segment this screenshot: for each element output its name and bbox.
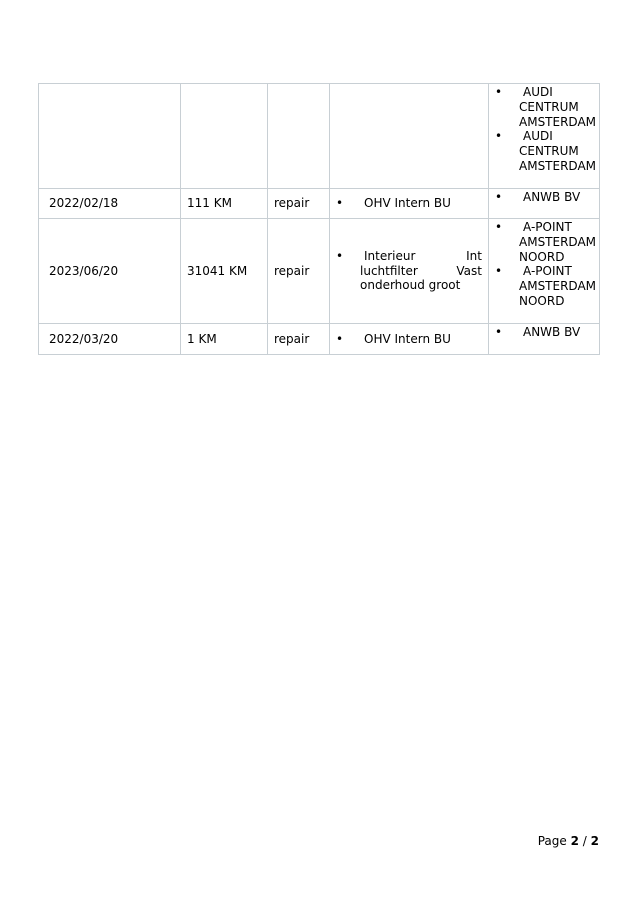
description-list — [336, 332, 482, 347]
description-text: Interieur Int luchtfilter Vast onderhoud groot — [360, 248, 482, 293]
table-row — [39, 324, 600, 355]
list-item — [336, 249, 482, 293]
table-row — [39, 219, 600, 324]
description-list — [336, 196, 482, 211]
description-cell — [330, 219, 489, 324]
type-cell: repair — [268, 189, 330, 219]
dealer-list — [495, 190, 593, 205]
page-number — [538, 834, 599, 848]
type-cell: repair — [268, 324, 330, 355]
table-row — [39, 84, 600, 189]
list-item — [495, 264, 597, 308]
mileage-cell: 1 KM — [181, 324, 268, 355]
page-label: Page — [537, 834, 567, 848]
dealer-list — [495, 85, 597, 174]
dealer-cell — [489, 324, 600, 355]
dealer-cell — [489, 219, 600, 324]
list-item — [495, 129, 597, 173]
dealer-list — [495, 220, 597, 309]
type-cell: repair — [268, 219, 330, 324]
list-item — [336, 196, 482, 211]
type-cell — [268, 84, 330, 189]
dealer-name: AUDI CENTRUM AMSTERDAM — [519, 85, 597, 129]
list-item — [336, 332, 482, 347]
dealer-name: A-POINT AMSTERDAM NOORD — [519, 264, 597, 308]
dealer-name: A-POINT AMSTERDAM NOORD — [519, 220, 597, 264]
mileage-cell: 31041 KM — [181, 219, 268, 324]
list-item — [495, 220, 597, 264]
table-row — [39, 189, 600, 219]
dealer-cell — [489, 84, 600, 189]
date-cell — [39, 84, 181, 189]
date-cell: 2022/03/20 — [39, 324, 181, 355]
dealer-name: AUDI CENTRUM AMSTERDAM — [519, 129, 597, 173]
list-item — [495, 325, 593, 340]
date-cell: 2022/02/18 — [39, 189, 181, 219]
dealer-cell — [489, 189, 600, 219]
service-history-table — [38, 83, 600, 355]
total-pages: 2 — [590, 834, 599, 848]
description-cell — [330, 189, 489, 219]
date-cell: 2023/06/20 — [39, 219, 181, 324]
description-cell — [330, 324, 489, 355]
description-cell — [330, 84, 489, 189]
description-text: OHV Intern BU — [364, 196, 451, 211]
list-item — [495, 190, 593, 205]
dealer-name: ANWB BV — [523, 325, 581, 339]
description-text: OHV Intern BU — [364, 331, 451, 346]
mileage-cell: 111 KM — [181, 189, 268, 219]
dealer-list — [495, 325, 593, 340]
dealer-name: ANWB BV — [523, 190, 581, 204]
mileage-cell — [181, 84, 268, 189]
description-list — [336, 249, 482, 293]
page-separator: / — [582, 834, 587, 848]
current-page: 2 — [570, 834, 579, 848]
list-item — [495, 85, 597, 129]
